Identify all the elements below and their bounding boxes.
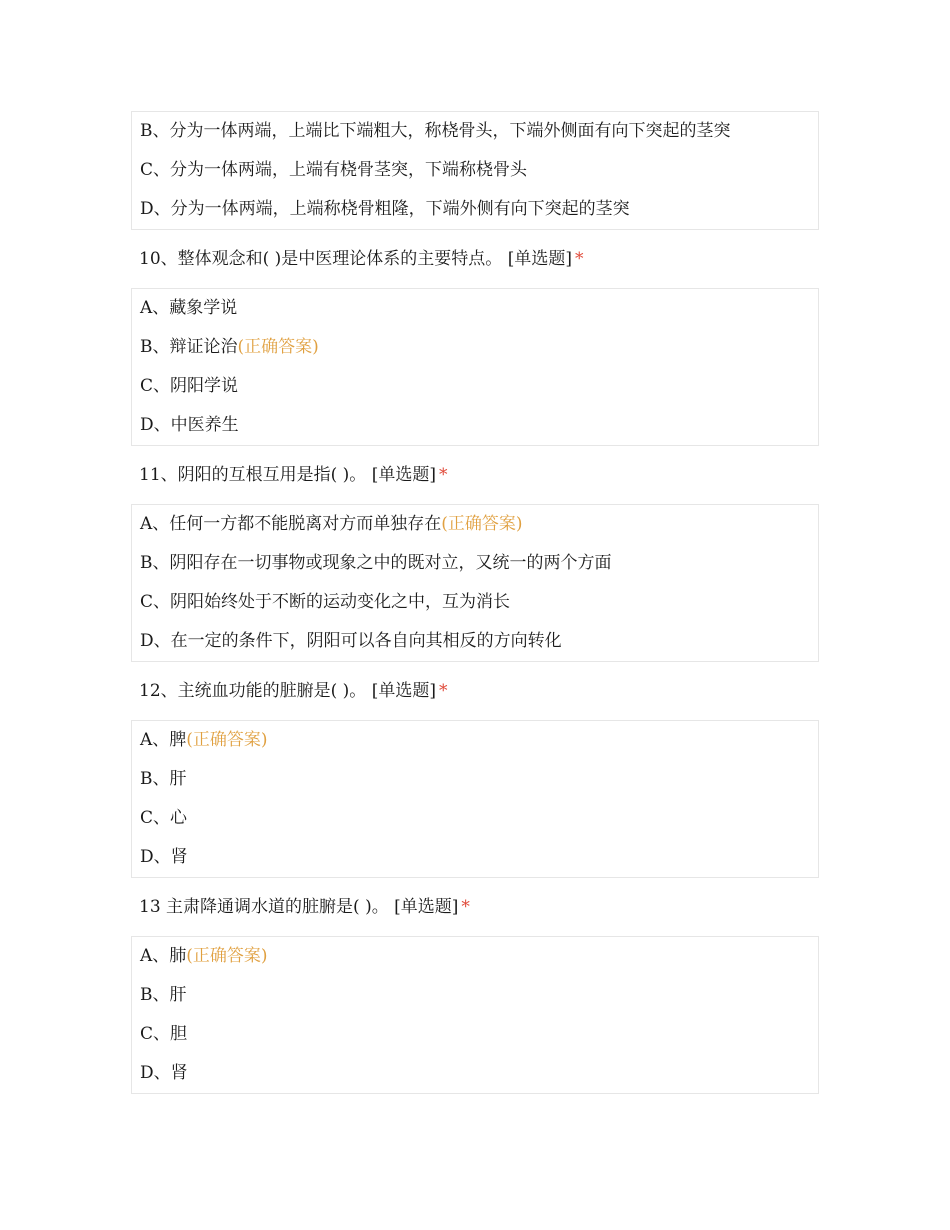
- option-item[interactable]: [140, 583, 818, 622]
- option-item[interactable]: [140, 976, 818, 1015]
- option-label: A、肺: [140, 946, 187, 966]
- option-label: B、辩证论治: [140, 337, 238, 357]
- required-mark: *: [438, 465, 448, 485]
- question-title: [131, 446, 819, 504]
- option-label: C、阴阳学说: [140, 376, 239, 396]
- option-item[interactable]: [140, 289, 818, 328]
- option-label: A、藏象学说: [140, 298, 238, 318]
- option-label: B、肝: [140, 769, 187, 789]
- option-label: C、阴阳始终处于不断的运动变化之中，互为消长: [140, 592, 511, 612]
- question-text: 11、阴阳的互根互用是指( )。 [单选题]: [139, 465, 436, 485]
- option-label: D、中医养生: [140, 415, 239, 435]
- option-label: C、胆: [140, 1024, 188, 1044]
- options-list: [131, 936, 819, 1094]
- option-item[interactable]: [140, 328, 818, 367]
- option-label: D、肾: [140, 1063, 188, 1083]
- options-list: [131, 720, 819, 878]
- option-item[interactable]: [140, 1054, 818, 1093]
- correct-answer-tag: (正确答案): [186, 730, 268, 750]
- option-item[interactable]: [140, 151, 818, 190]
- option-label: D、肾: [140, 847, 188, 867]
- correct-answer-tag: (正确答案): [186, 946, 268, 966]
- option-label: B、肝: [140, 985, 187, 1005]
- question-title: [131, 662, 819, 720]
- option-item[interactable]: [140, 544, 818, 583]
- option-item[interactable]: [140, 622, 818, 661]
- option-item[interactable]: [140, 367, 818, 406]
- option-label: A、任何一方都不能脱离对方而单独存在: [140, 514, 442, 534]
- option-item[interactable]: [140, 190, 818, 229]
- option-label: D、分为一体两端，上端称桡骨粗隆，下端外侧有向下突起的茎突: [140, 199, 630, 219]
- option-item[interactable]: [140, 937, 818, 976]
- options-list: [131, 288, 819, 446]
- option-label: C、心: [140, 808, 188, 828]
- option-label: A、脾: [140, 730, 187, 750]
- question-text: 10、整体观念和( )是中医理论体系的主要特点。 [单选题]: [139, 249, 572, 269]
- questionnaire-page: [131, 111, 819, 1094]
- required-mark: *: [438, 681, 448, 701]
- option-item[interactable]: [140, 406, 818, 445]
- option-label: B、分为一体两端，上端比下端粗大，称桡骨头，下端外侧面有向下突起的茎突: [140, 121, 731, 141]
- option-item[interactable]: [140, 838, 818, 877]
- question-title: [131, 230, 819, 288]
- option-item[interactable]: [140, 721, 818, 760]
- option-item[interactable]: [140, 112, 818, 151]
- option-item[interactable]: [140, 505, 818, 544]
- options-list: [131, 111, 819, 230]
- correct-answer-tag: (正确答案): [441, 514, 523, 534]
- option-item[interactable]: [140, 1015, 818, 1054]
- option-label: B、阴阳存在一切事物或现象之中的既对立，又统一的两个方面: [140, 553, 612, 573]
- option-item[interactable]: [140, 760, 818, 799]
- options-list: [131, 504, 819, 662]
- option-item[interactable]: [140, 799, 818, 838]
- option-label: C、分为一体两端，上端有桡骨茎突，下端称桡骨头: [140, 160, 528, 180]
- question-title: [131, 878, 819, 936]
- question-text: 13 主肃降通调水道的脏腑是( )。 [单选题]: [139, 897, 459, 917]
- option-label: D、在一定的条件下，阴阳可以各自向其相反的方向转化: [140, 631, 562, 651]
- question-text: 12、主统血功能的脏腑是( )。 [单选题]: [139, 681, 436, 701]
- correct-answer-tag: (正确答案): [237, 337, 319, 357]
- required-mark: *: [574, 249, 584, 269]
- required-mark: *: [461, 897, 470, 917]
